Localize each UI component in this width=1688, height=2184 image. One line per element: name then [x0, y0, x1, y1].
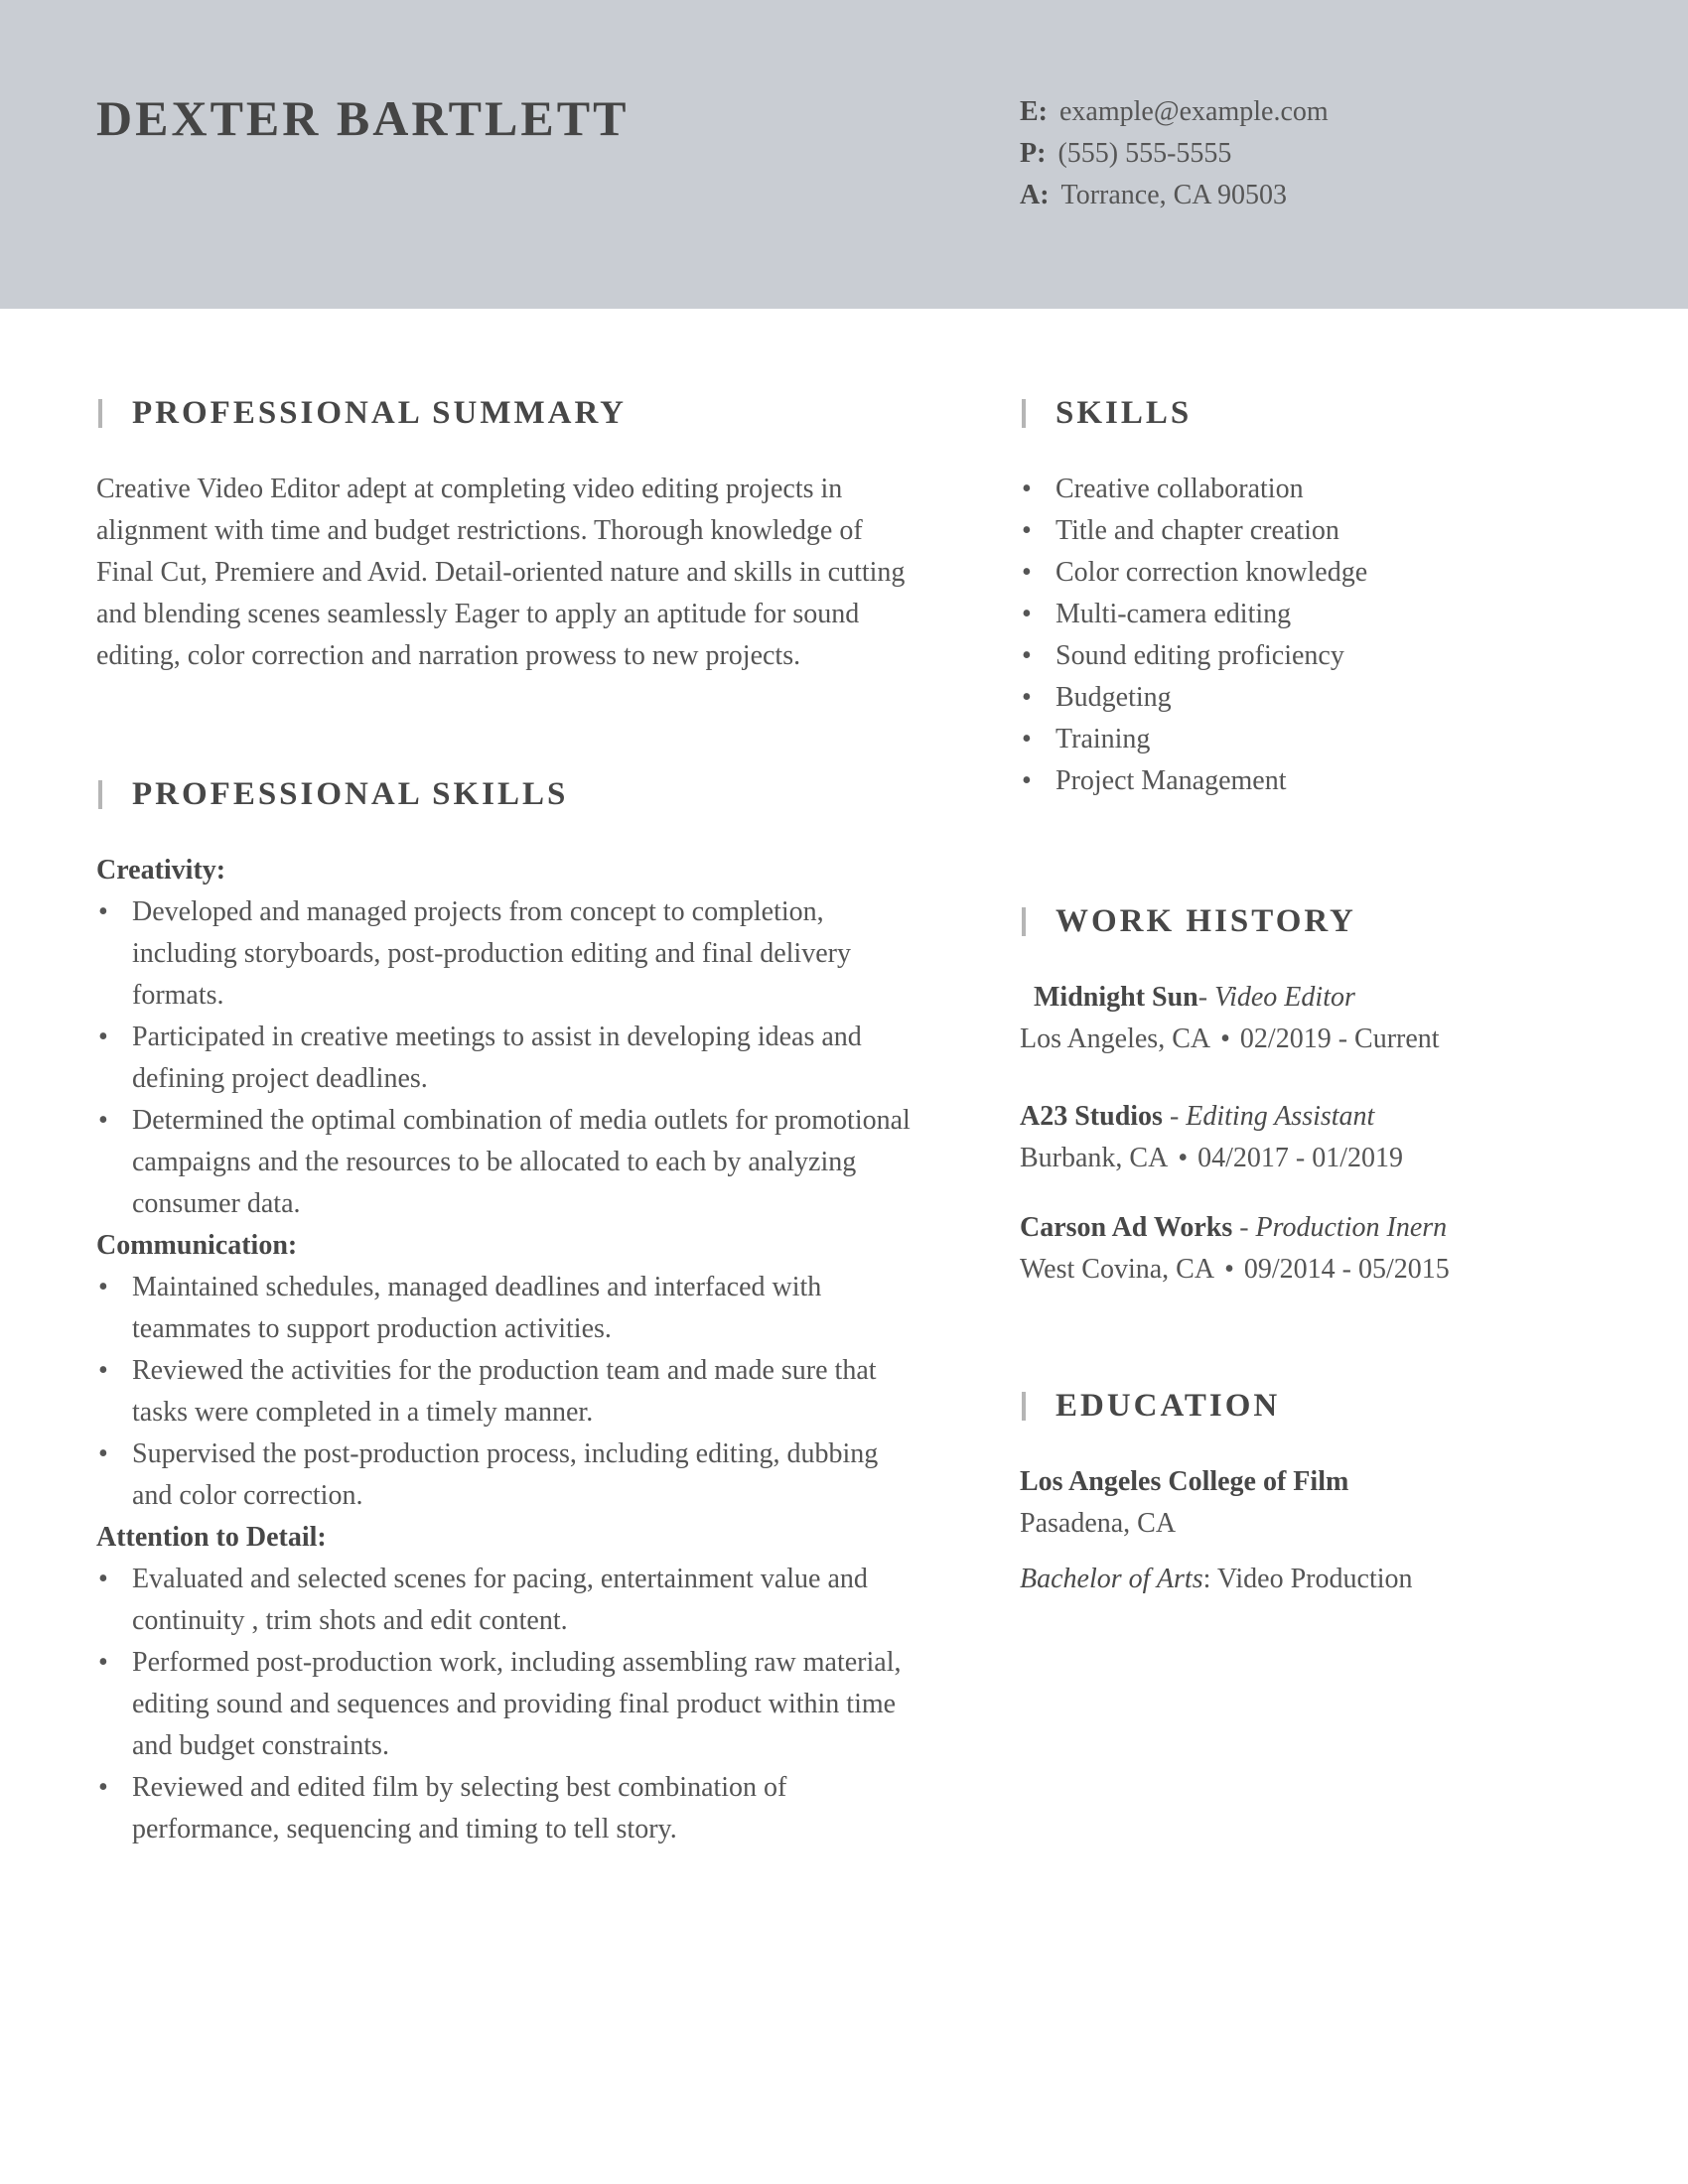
job-title: Editing Assistant — [1186, 1101, 1375, 1132]
resume-header — [0, 0, 1688, 309]
job-heading — [1020, 1207, 1635, 1249]
list-item: • Maintained schedules, managed deadlines and interfaced with teammates to support production activities. — [96, 1267, 920, 1350]
professional-skills-section — [96, 774, 920, 1850]
list-item: • Multi-camera editing — [1020, 594, 1635, 635]
list-item: • Performed post-production work, including assembling raw material, editing sound and sequences and providing final product within time and budget constraints. — [96, 1642, 920, 1767]
summary-text: Creative Video Editor adept at completing video editing projects in alignment with time and budget restrictions. Thorough knowledge of Final Cut, Premiere and Avid. Detail-oriented nature and skills in cutting and blending scenes seamlessly Eager to apply an aptitude for sound editing, color correction and narration prowess to new projects. — [96, 474, 906, 671]
contact-block — [1020, 91, 1329, 216]
right-column — [1020, 393, 1635, 1600]
skill-category-creativity-items — [96, 891, 920, 1225]
heading-bar — [1022, 399, 1026, 428]
list-item: • Reviewed and edited film by selecting best combination of performance, sequencing and timing to tell story. — [96, 1767, 920, 1850]
work-history-heading-text: WORK HISTORY — [1055, 903, 1356, 939]
education-degree-line — [1020, 1559, 1635, 1600]
skill-category-attention: Attention to Detail: — [96, 1522, 327, 1553]
heading-bar — [1022, 907, 1026, 936]
list-item: • Creative collaboration — [1020, 469, 1635, 510]
contact-email — [1020, 91, 1329, 133]
job-title: Video Editor — [1214, 982, 1355, 1013]
education-heading — [1020, 1386, 1635, 1426]
list-item: • Developed and managed projects from concept to completion, including storyboards, post-production editing and final delivery formats. — [96, 891, 920, 1017]
list-item: • Budgeting — [1020, 677, 1635, 719]
list-item: • Determined the optimal combination of media outlets for promotional campaigns and the resources to be allocated to each by analyzing consumer data. — [96, 1100, 920, 1225]
work-history-section — [1020, 901, 1635, 1291]
education-field: : Video Production — [1202, 1564, 1413, 1594]
candidate-name: DEXTER BARTLETT — [96, 90, 630, 146]
contact-phone — [1020, 133, 1329, 175]
job-heading — [1034, 977, 1635, 1019]
summary-heading — [96, 393, 920, 433]
education-school: Los Angeles College of Film — [1020, 1466, 1349, 1497]
job-company: Carson Ad Works — [1020, 1212, 1233, 1243]
skill-category-attention-items — [96, 1559, 920, 1850]
list-item: • Reviewed the activities for the production team and made sure that tasks were completed in a timely manner. — [96, 1350, 920, 1433]
education-entry — [1020, 1461, 1635, 1600]
bullet-separator: • — [1224, 1254, 1234, 1285]
job-details — [1020, 1249, 1635, 1291]
contact-phone-label: P: — [1020, 138, 1047, 169]
list-item: • Sound editing proficiency — [1020, 635, 1635, 677]
heading-bar — [98, 780, 102, 809]
heading-bar — [1022, 1392, 1026, 1421]
list-item: • Supervised the post-production process, including editing, dubbing and color correction. — [96, 1433, 920, 1517]
job-title: Production Inern — [1255, 1212, 1448, 1243]
education-location: Pasadena, CA — [1020, 1508, 1177, 1539]
skill-category-communication: Communication: — [96, 1230, 298, 1261]
list-item: • Evaluated and selected scenes for pacing, entertainment value and continuity , trim shots and edit content. — [96, 1559, 920, 1642]
job-entry — [1020, 1207, 1635, 1291]
bullet-separator: • — [1178, 1143, 1189, 1173]
job-entry — [1020, 977, 1635, 1019]
work-history-heading — [1020, 901, 1635, 941]
skills-section — [1020, 393, 1635, 802]
heading-bar — [98, 399, 102, 428]
contact-email-label: E: — [1020, 96, 1048, 127]
job-location: Los Angeles, CA — [1020, 1024, 1211, 1054]
job-dates: 02/2019 - Current — [1239, 1024, 1440, 1054]
list-item: • Color correction knowledge — [1020, 552, 1635, 594]
skills-heading — [1020, 393, 1635, 433]
skills-heading-text: SKILLS — [1055, 395, 1193, 431]
job-separator: - — [1162, 1101, 1187, 1132]
job-company: A23 Studios — [1020, 1101, 1163, 1132]
professional-skills-list — [96, 850, 920, 1850]
education-degree: Bachelor of Arts — [1020, 1564, 1203, 1594]
job-company: Midnight Sun — [1034, 982, 1198, 1013]
job-location: Burbank, CA — [1020, 1143, 1169, 1173]
summary-heading-text: PROFESSIONAL SUMMARY — [132, 395, 627, 431]
skill-category-creativity: Creativity: — [96, 855, 226, 886]
job-separator: - — [1232, 1212, 1256, 1243]
skill-category-communication-items — [96, 1267, 920, 1517]
job-entry — [1020, 1096, 1635, 1179]
summary-section — [96, 393, 920, 677]
professional-skills-heading-text: PROFESSIONAL SKILLS — [132, 776, 569, 812]
job-dates: 04/2017 - 01/2019 — [1197, 1143, 1404, 1173]
list-item: • Title and chapter creation — [1020, 510, 1635, 552]
job-dates: 09/2014 - 05/2015 — [1243, 1254, 1450, 1285]
contact-address — [1020, 175, 1329, 216]
contact-address-value: Torrance, CA 90503 — [1060, 180, 1287, 210]
list-item: • Participated in creative meetings to assist in developing ideas and defining project deadlines. — [96, 1017, 920, 1100]
professional-skills-heading — [96, 774, 920, 814]
contact-email-value: example@example.com — [1059, 96, 1329, 127]
contact-address-label: A: — [1020, 180, 1050, 210]
job-heading — [1020, 1096, 1635, 1138]
job-separator: - — [1197, 982, 1215, 1013]
education-heading-text: EDUCATION — [1055, 1388, 1281, 1424]
job-details — [1020, 1019, 1635, 1060]
left-column — [96, 393, 920, 1850]
education-section — [1020, 1386, 1635, 1600]
job-details — [1020, 1138, 1635, 1179]
bullet-separator: • — [1220, 1024, 1230, 1054]
skills-list — [1020, 469, 1635, 802]
list-item: • Project Management — [1020, 760, 1635, 802]
job-location: West Covina, CA — [1020, 1254, 1215, 1285]
contact-phone-value: (555) 555-5555 — [1057, 138, 1232, 169]
list-item: • Training — [1020, 719, 1635, 760]
